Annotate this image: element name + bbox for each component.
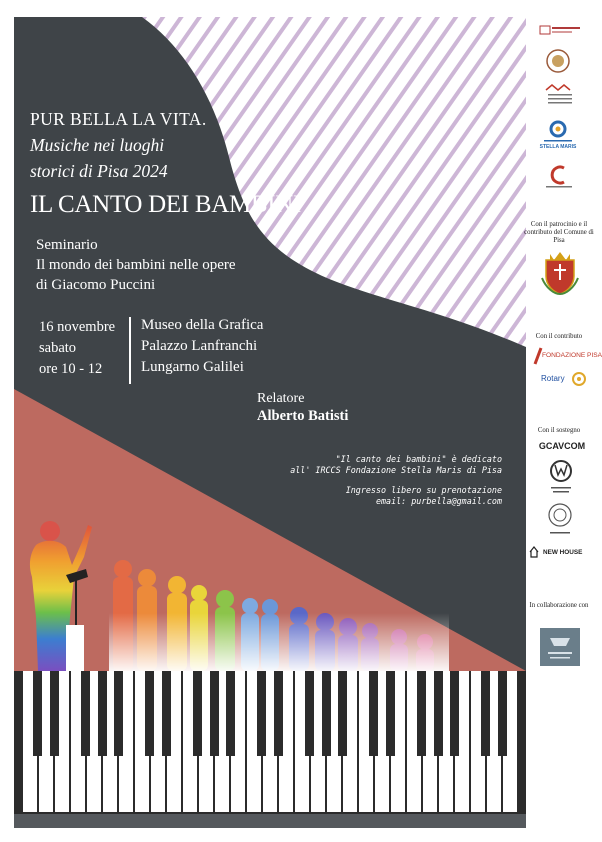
venue-line-1: Museo della Grafica: [141, 317, 264, 333]
event-time: ore 10 - 12: [39, 361, 103, 377]
dedication-line-1: "Il canto dei bambini" è dedicato: [335, 454, 502, 464]
vw-logo-icon: [547, 459, 575, 497]
event-title: IL CANTO DEI BAMBINI: [30, 191, 302, 218]
rotary-wheel-icon: [572, 372, 586, 386]
fondazione-pisa-logo: [533, 347, 602, 365]
museum-logo-icon: [546, 85, 572, 104]
house-icon: [529, 546, 539, 558]
speaker-label: Relatore: [257, 391, 305, 406]
dedication-line-2: all' IRCCS Fondazione Stella Maris di Pisa: [290, 465, 502, 475]
series-title: PUR BELLA LA VITA.: [30, 109, 207, 129]
emblem-logo-icon: [545, 501, 575, 539]
coat-of-arms-icon: [540, 248, 580, 296]
info-line-1: Ingresso libero su prenotazione: [345, 485, 502, 495]
gcav-logo-text: GCAVCOM: [538, 441, 586, 451]
venue-line-3: Lungarno Galilei: [141, 359, 244, 375]
seminar-topic-line-1: Il mondo dei bambini nelle opere: [36, 257, 236, 273]
new-house-logo: [529, 546, 591, 560]
date-venue-divider: [129, 317, 131, 384]
sant-anna-logo-icon: [540, 26, 580, 34]
piano-keyboard: [14, 671, 526, 828]
red-c-logo-icon: [546, 167, 572, 188]
event-weekday: sabato: [39, 340, 77, 356]
stella-maris-logo-text: STELLA MARIS: [539, 144, 577, 150]
collaboration-label: In collaborazione con: [529, 602, 589, 609]
stella-maris-logo-icon: [540, 122, 577, 150]
speaker-name: Alberto Batisti: [257, 408, 349, 424]
seal-logo-icon: [547, 50, 569, 72]
fondazione-pisa-text: FONDAZIONE PISA: [542, 352, 602, 359]
subtitle-line-1: Musiche nei luoghi: [30, 135, 165, 155]
seminar-label: Seminario: [36, 237, 98, 253]
venue-line-2: Palazzo Lanfranchi: [141, 338, 258, 354]
collaboration-partner-logo-icon: [540, 628, 580, 666]
new-house-logo-text: NEW HOUSE: [543, 549, 583, 556]
support-label: Con il sostegno: [537, 427, 581, 434]
contact-email: email: purbella@gmail.com: [375, 496, 502, 506]
seminar-topic-line-2: di Giacomo Puccini: [36, 277, 156, 293]
event-date: 16 novembre: [39, 319, 116, 335]
rotary-logo: [540, 372, 590, 392]
rotary-logo-text: Rotary: [541, 374, 565, 383]
partner-logos-top: [530, 18, 590, 193]
poster: [14, 17, 526, 828]
subtitle-line-2: storici di Pisa 2024: [30, 161, 168, 181]
patronage-label: Con il patrocinio e il contributo del Comune di Pisa: [524, 221, 594, 244]
contribution-label: Con il contributo: [535, 333, 583, 340]
